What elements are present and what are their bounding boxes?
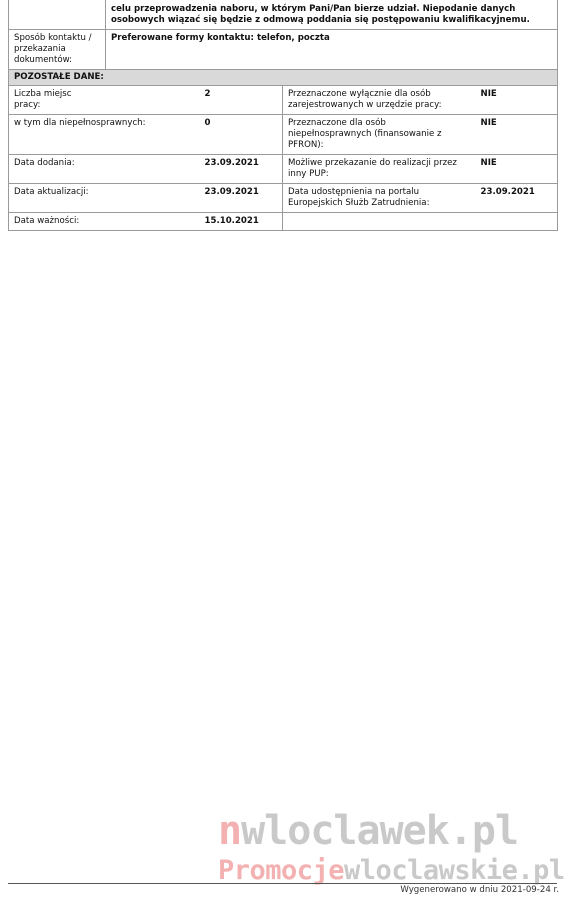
rodo-row: [9, 0, 558, 30]
contact-value: Preferowane formy kontaktu: telefon, poczta: [106, 30, 558, 70]
row-label-2: Przeznaczone dla osób niepełnosprawnych (finansowanie z PFRON):: [283, 115, 476, 155]
row-value-2: NIE: [476, 155, 558, 184]
row-value: 2: [106, 86, 283, 115]
row-label: Data aktualizacji:: [9, 184, 106, 213]
row-label-2: Przeznaczone wyłącznie dla osób zarejestrowanych w urzędzie pracy:: [283, 86, 476, 115]
table-row: [9, 213, 558, 231]
offer-document: [8, 0, 557, 231]
watermark-rest: wloclawek.pl: [241, 808, 519, 854]
row-label-2: Data udostępnienia na portalu Europejskich Służb Zatrudnienia:: [283, 184, 476, 213]
footer-divider: [8, 883, 557, 884]
row-label: w tym dla niepełnosprawnych:: [9, 115, 106, 155]
watermark-logo-1: [218, 808, 518, 854]
generated-date: Wygenerowano w dniu 2021-09-24 r.: [400, 885, 559, 895]
row-value-2: NIE: [476, 86, 558, 115]
section-header-row: [9, 70, 558, 86]
row-value-2: 23.09.2021: [476, 184, 558, 213]
table-row: [9, 115, 558, 155]
contact-row: [9, 30, 558, 70]
rodo-text: celu przeprowadzenia naboru, w którym Pani/Pan bierze udział. Niepodanie danych osobowych wiązać się będzie z odmową poddania się postępowaniu kwalifikacyjnemu.: [106, 0, 558, 30]
row-label: Data dodania:: [9, 155, 106, 184]
rodo-label-cell: [9, 0, 106, 30]
row-value: 23.09.2021: [106, 155, 283, 184]
watermark-accent: n: [218, 808, 242, 854]
watermark-accent-2: Promocje: [218, 855, 345, 886]
section-title: POZOSTAŁE DANE:: [9, 70, 558, 86]
row-value: 23.09.2021: [106, 184, 283, 213]
watermark-rest-2: wloclawskie.pl: [344, 855, 565, 886]
row-value-2: [476, 213, 558, 231]
table-row: [9, 155, 558, 184]
row-label: Liczba miejsc pracy:: [9, 86, 106, 115]
row-value: 0: [106, 115, 283, 155]
row-label-2: Możliwe przekazanie do realizacji przez inny PUP:: [283, 155, 476, 184]
table-row: [9, 184, 558, 213]
row-label-2: [283, 213, 476, 231]
row-label: Data ważności:: [9, 213, 106, 231]
row-value: 15.10.2021: [106, 213, 283, 231]
table-row: [9, 86, 558, 115]
details-table: [8, 0, 558, 231]
row-value-2: NIE: [476, 115, 558, 155]
contact-label: Sposób kontaktu / przekazania dokumentów:: [9, 30, 106, 70]
